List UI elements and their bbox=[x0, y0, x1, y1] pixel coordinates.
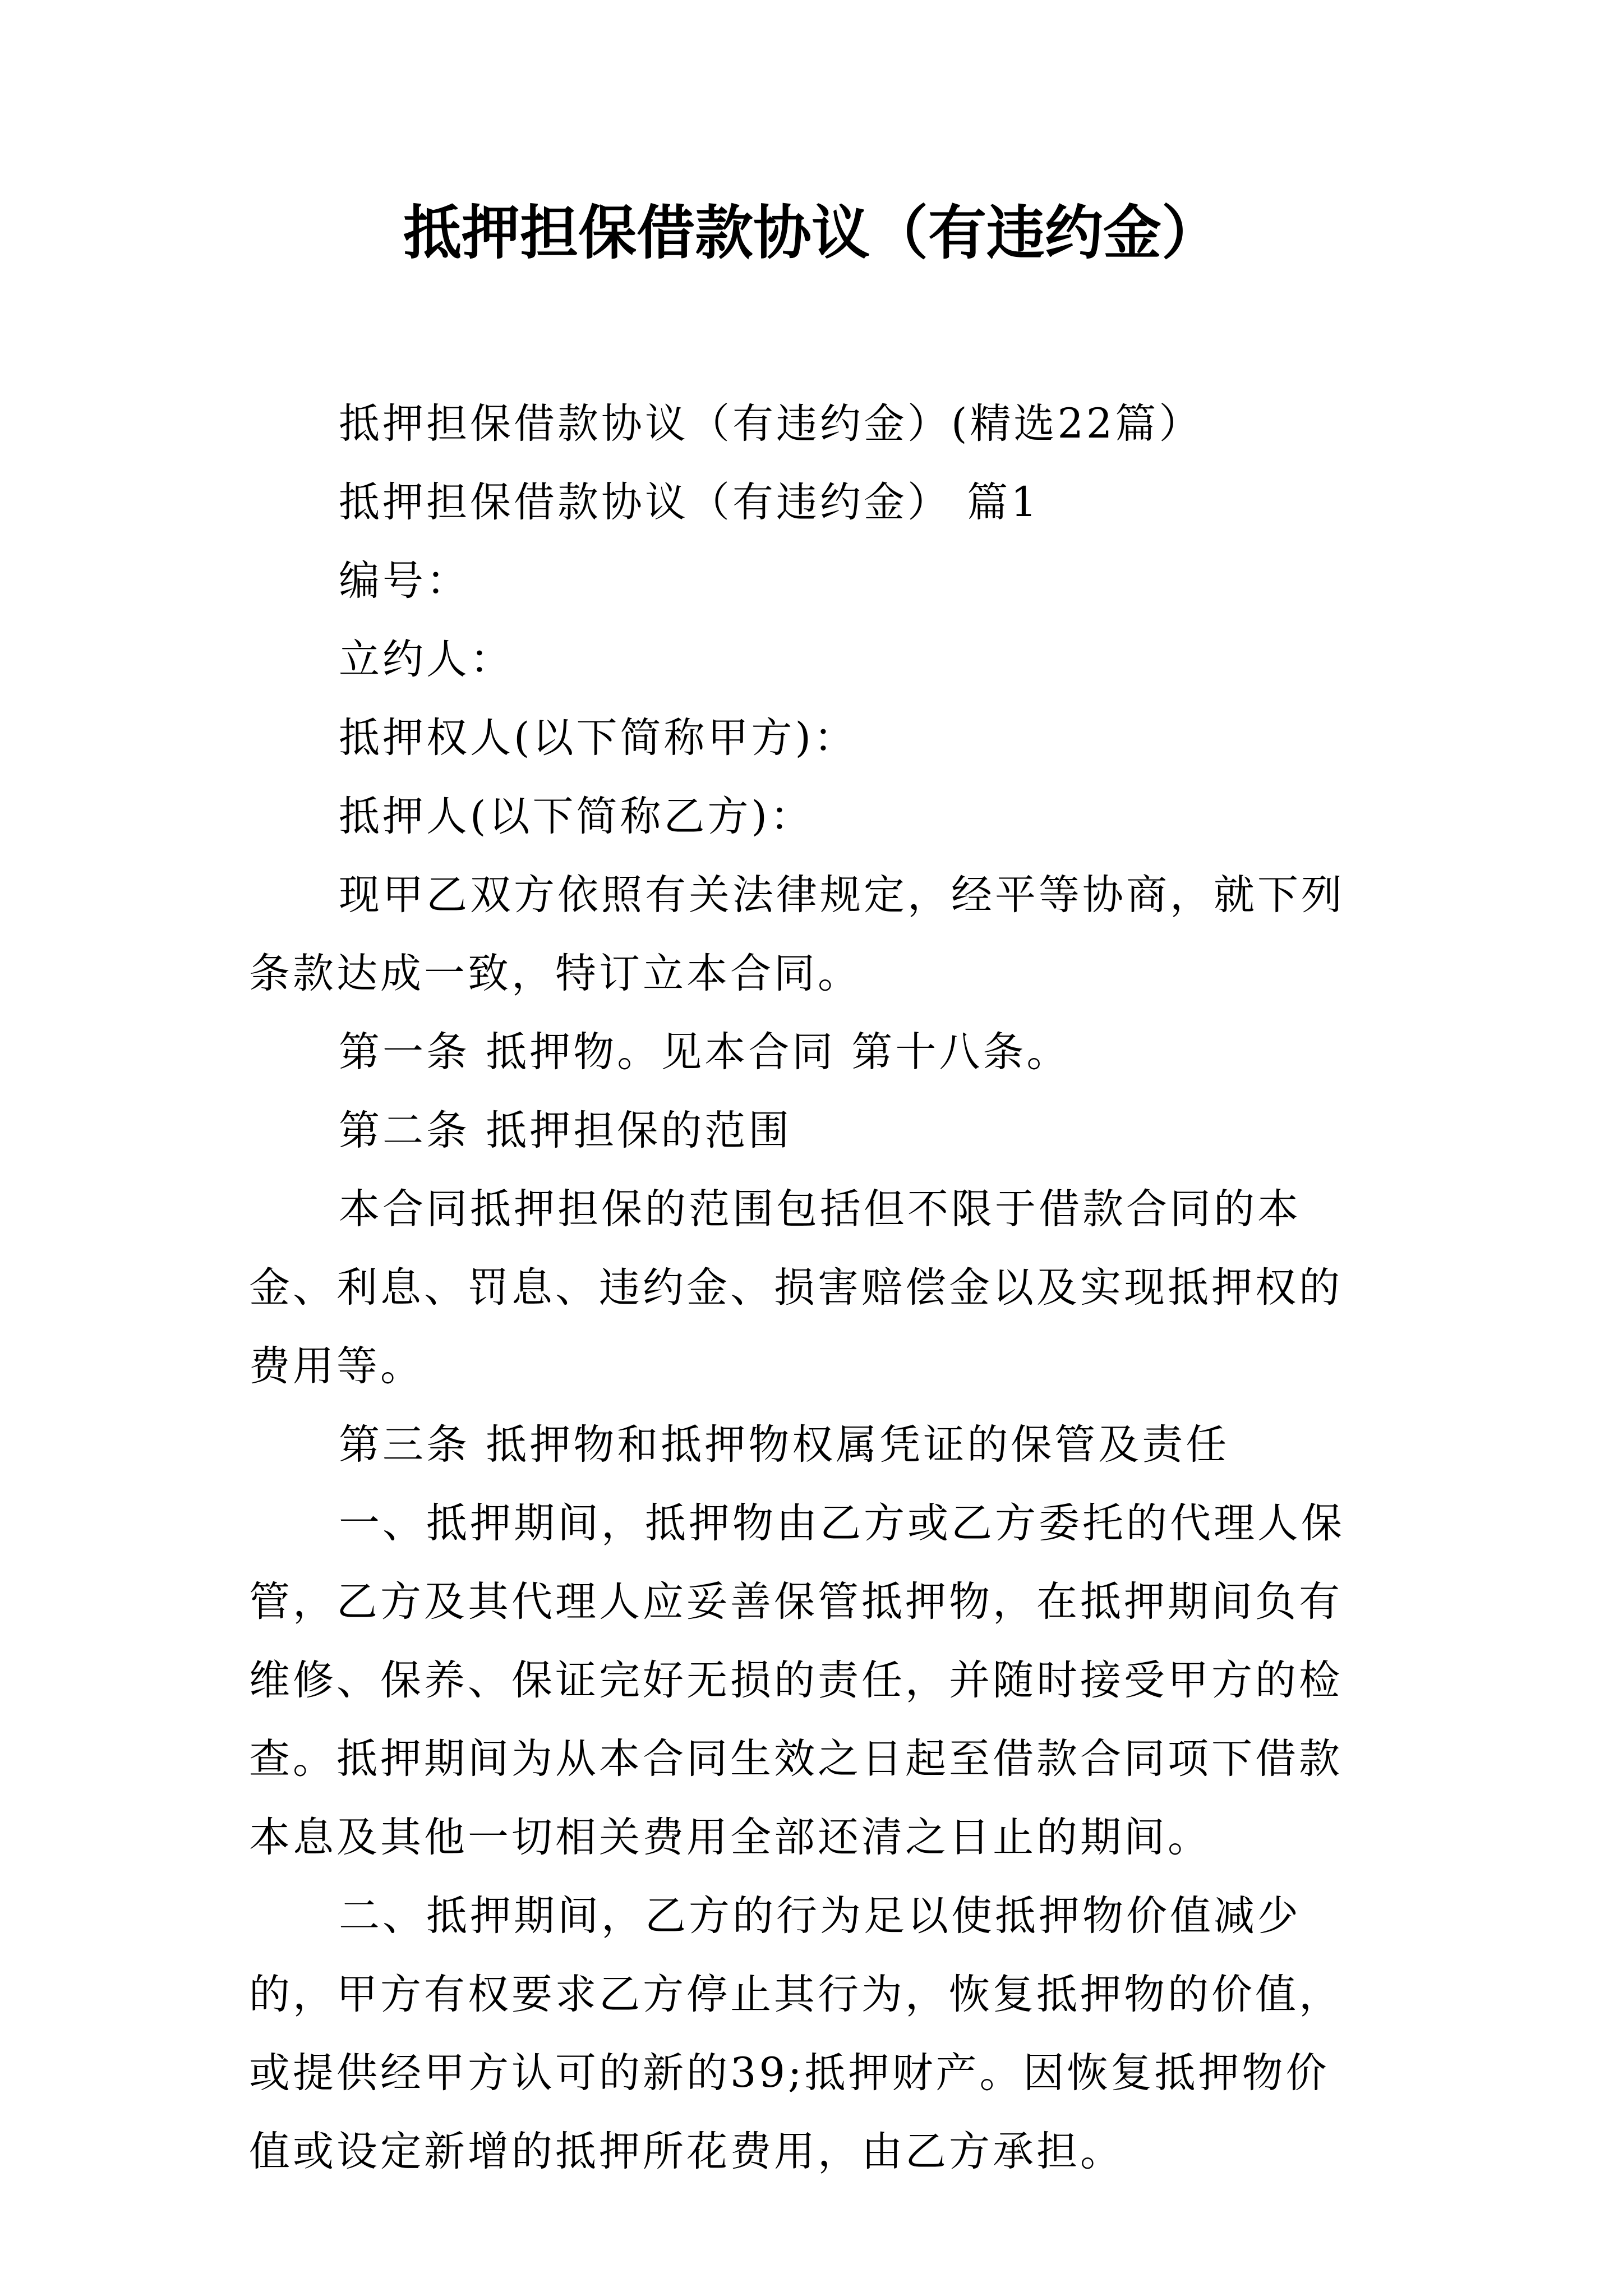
paragraph-party-field: 立约人： bbox=[339, 636, 514, 683]
paragraph-chapter-heading: 抵押担保借款协议（有违约金） 篇1 bbox=[339, 478, 1040, 526]
paragraph-collection-title: 抵押担保借款协议（有违约金）(精选22篇） bbox=[339, 400, 1203, 448]
paragraph-article-2-heading: 第二条 抵押担保的范围 bbox=[339, 1107, 792, 1154]
paragraph-article-3-clause-2: 二、抵押期间，乙方的行为足以使抵押物价值减少的，甲方有权要求乙方停止其行为，恢复抵押物的价值，或提供经甲方认可的新的39;抵押财产。因恢复抵押物价值或设定新增的抵押所花费用，由乙方承担。 bbox=[249, 1892, 1343, 2175]
paragraph-article-3-clause-1: 一、抵押期间，抵押物由乙方或乙方委托的代理人保管，乙方及其代理人应妥善保管抵押物，在抵押期间负有维修、保养、保证完好无损的责任，并随时接受甲方的检查。抵押期间为从本合同生效之日起至借款合同项下借款本息及其他一切相关费用全部还清之日止的期间。 bbox=[249, 1499, 1345, 1861]
paragraph-article-2-body: 本合同抵押担保的范围包括但不限于借款合同的本金、利息、罚息、违约金、损害赔偿金以及实现抵押权的费用等。 bbox=[249, 1185, 1343, 1390]
paragraph-article-3-heading: 第三条 抵押物和抵押物权属凭证的保管及责任 bbox=[339, 1421, 1230, 1469]
paragraph-mortgagor-field: 抵押人(以下简称乙方)： bbox=[339, 793, 814, 840]
paragraph-preamble: 现甲乙双方依照有关法律规定，经平等协商，就下列条款达成一致，特订立本合同。 bbox=[249, 871, 1345, 997]
paragraph-mortgagee-field: 抵押权人(以下简称甲方)： bbox=[339, 714, 857, 762]
paragraph-article-1: 第一条 抵押物。见本合同 第十八条。 bbox=[339, 1028, 1071, 1076]
document-title: 抵押担保借款协议（有违约金） bbox=[403, 198, 1220, 267]
document-body bbox=[249, 385, 1371, 2191]
paragraph-number-field: 编号： bbox=[339, 557, 470, 605]
